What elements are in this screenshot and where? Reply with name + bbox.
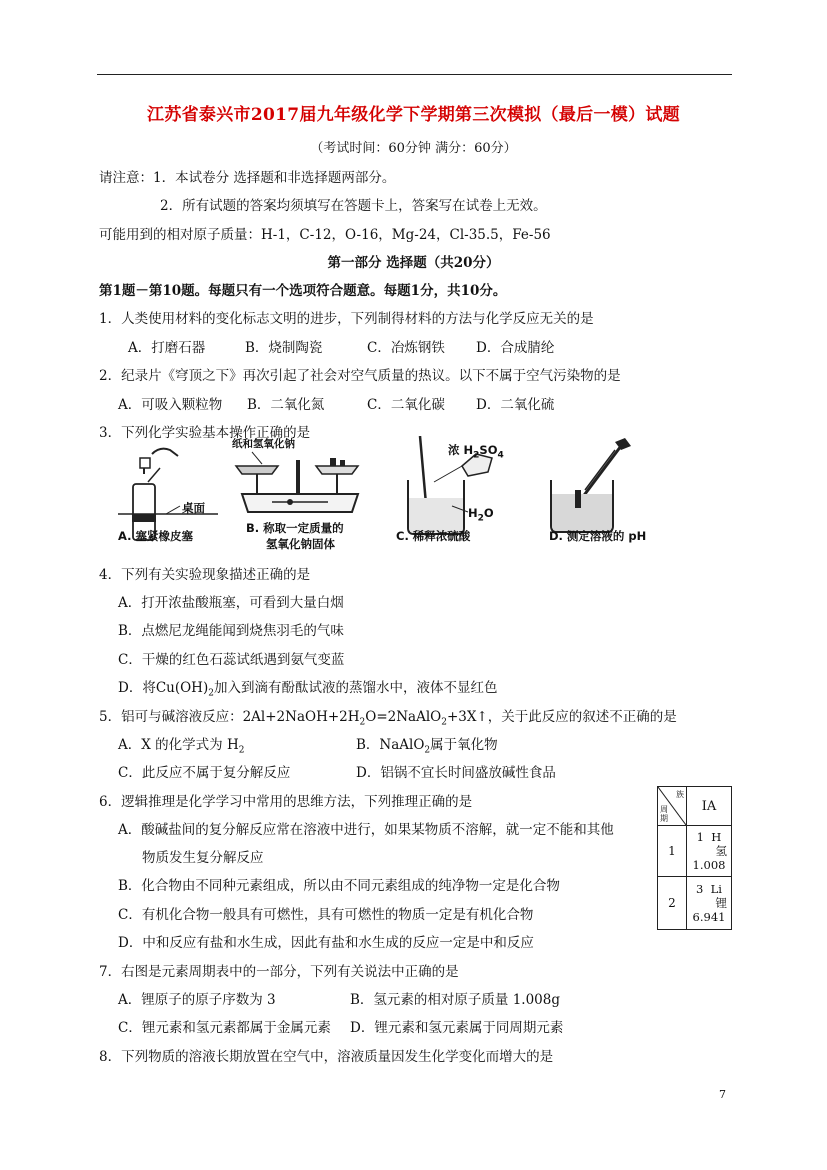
q3-stem: 3．下列化学实验基本操作正确的是 [99, 425, 311, 441]
q1-option-b: B．烧制陶瓷 [245, 340, 323, 356]
q7-option-d: D．锂元素和氢元素属于同周期元素 [350, 1020, 564, 1036]
figure-b-caption-line2: 氢氧化钠固体 [266, 537, 335, 551]
top-rule [97, 74, 732, 75]
hydrogen-symbol: H [711, 830, 722, 844]
q2-stem: 2．纪录片《穹顶之下》再次引起了社会对空气质量的热议。以下不属于空气污染物的是 [99, 368, 621, 384]
q6-stem: 6．逻辑推理是化学学习中常用的思维方法，下列推理正确的是 [99, 794, 473, 810]
figure-a-caption: A. 塞紧橡皮塞 [118, 529, 193, 543]
hydrogen-element-cell [687, 826, 732, 877]
q1-option-a: A．打磨石器 [128, 340, 206, 356]
q4-option-a: A．打开浓盐酸瓶塞，可看到大量白烟 [118, 595, 344, 611]
figure-d-caption: D. 测定溶液的 pH [549, 529, 647, 543]
period-2-cell: 2 [658, 877, 687, 930]
q7-option-b: B．氢元素的相对原子质量 1.008g [350, 992, 561, 1008]
q7-option-a: A．锂原子的原子序数为 3 [118, 992, 276, 1008]
note-line-2: 2．所有试题的答案均须填写在答题卡上，答案写在试卷上无效。 [160, 198, 547, 214]
q2-option-c: C．二氧化碳 [367, 397, 445, 413]
hydrogen-mass: 1.008 [692, 858, 726, 872]
page-number: 7 [719, 1088, 726, 1101]
q4-stem: 4．下列有关实验现象描述正确的是 [99, 567, 311, 583]
q8-stem: 8．下列物质的溶液长期放置在空气中，溶液质量因发生化学变化而增大的是 [99, 1049, 554, 1065]
q6-option-a-line1: A．酸碱盐间的复分解反应常在溶液中进行，如果某物质不溶解，就一定不能和其他 [118, 822, 614, 838]
table-corner-cell [658, 787, 687, 826]
lithium-mass: 6.941 [692, 910, 726, 924]
period-header: 周期 [660, 805, 668, 823]
water-label: $H_2O$ [468, 506, 494, 524]
periodic-table-fragment [657, 786, 732, 930]
q1-option-c: C．冶炼钢铁 [367, 340, 445, 356]
q4-option-c: C．干燥的红色石蕊试纸遇到氨气变蓝 [118, 652, 345, 668]
section-title: 第一部分 选择题（共20分） [327, 255, 500, 271]
group-ia-header: ⅠA [687, 787, 732, 826]
lithium-symbol: Li [710, 882, 722, 896]
page-title: 江苏省泰兴市2017届九年级化学下学期第三次模拟（最后一模）试题 [147, 105, 680, 125]
q1-option-d: D．合成腈纶 [476, 340, 555, 356]
q2-option-d: D．二氧化硫 [476, 397, 555, 413]
figure-d [545, 436, 685, 554]
q7-option-c: C．锂元素和氢元素都属于金属元素 [118, 1020, 331, 1036]
group-header: 族 [676, 790, 684, 799]
lithium-number: 3 [696, 882, 704, 896]
atomic-mass-line: 可能用到的相对原子质量：H-1，C-12，O-16，Mg-24，Cl-35.5，Fe-56 [99, 227, 551, 243]
q5-option-c: C．此反应不属于复分解反应 [118, 765, 291, 781]
hydrogen-number: 1 [696, 830, 704, 844]
q5-stem: 5．铝可与碱溶液反应：$2Al+2NaOH+2H_2O=2NaAlO_2+3X↑$，关于此反应的叙述不正确的是 [99, 709, 677, 728]
lithium-name: 锂 [715, 896, 727, 910]
q2-option-a: A．可吸入颗粒物 [118, 397, 223, 413]
conc-acid-label: 浓 $H_2SO_4$ [448, 443, 504, 461]
q5-option-d: D．铝锅不宜长时间盛放碱性食品 [356, 765, 556, 781]
q1-stem: 1．人类使用材料的变化标志文明的进步，下列制得材料的方法与化学反应无关的是 [99, 311, 594, 327]
q6-option-d: D．中和反应有盐和水生成，因此有盐和水生成的反应一定是中和反应 [118, 935, 534, 951]
table-surface-label: 桌面 [182, 501, 205, 515]
section-instructions: 第1题－第10题。每题只有一个选项符合题意。每题1分，共10分。 [99, 283, 507, 299]
figure-c [392, 436, 532, 554]
note-line-1: 请注意：1．本试卷分 选择题和非选择题两部分。 [99, 170, 396, 186]
figure-c-caption: C. 稀释浓硫酸 [396, 529, 471, 543]
hydrogen-name: 氢 [715, 844, 727, 858]
q6-option-a-line2: 物质发生复分解反应 [142, 850, 264, 866]
lithium-element-cell [687, 877, 732, 930]
period-1-cell: 1 [658, 826, 687, 877]
q5-option-a: A．X 的化学式为 $H_2$ [118, 737, 245, 756]
q2-option-b: B．二氧化氮 [247, 397, 325, 413]
q6-option-b: B．化合物由不同种元素组成，所以由不同元素组成的纯净物一定是化合物 [118, 878, 560, 894]
q5-option-b: B．NaAlO$_2$属于氧化物 [356, 737, 498, 756]
q7-stem: 7．右图是元素周期表中的一部分，下列有关说法中正确的是 [99, 964, 459, 980]
figure-b-caption-line1: B. 称取一定质量的 [246, 521, 344, 535]
q4-option-d: D．将$Cu(OH)_2$加入到滴有酚酞试液的蒸馏水中，液体不显红色 [118, 680, 498, 699]
exam-info: （考试时间：60分钟 满分：60分） [310, 141, 517, 156]
q6-option-c: C．有机化合物一般具有可燃性，具有可燃性的物质一定是有机化合物 [118, 907, 534, 923]
figure-b [232, 436, 372, 554]
paper-naoh-label: 纸和氢氧化钠 [232, 438, 295, 450]
q4-option-b: B．点燃尼龙绳能闻到烧焦羽毛的气味 [118, 623, 344, 639]
